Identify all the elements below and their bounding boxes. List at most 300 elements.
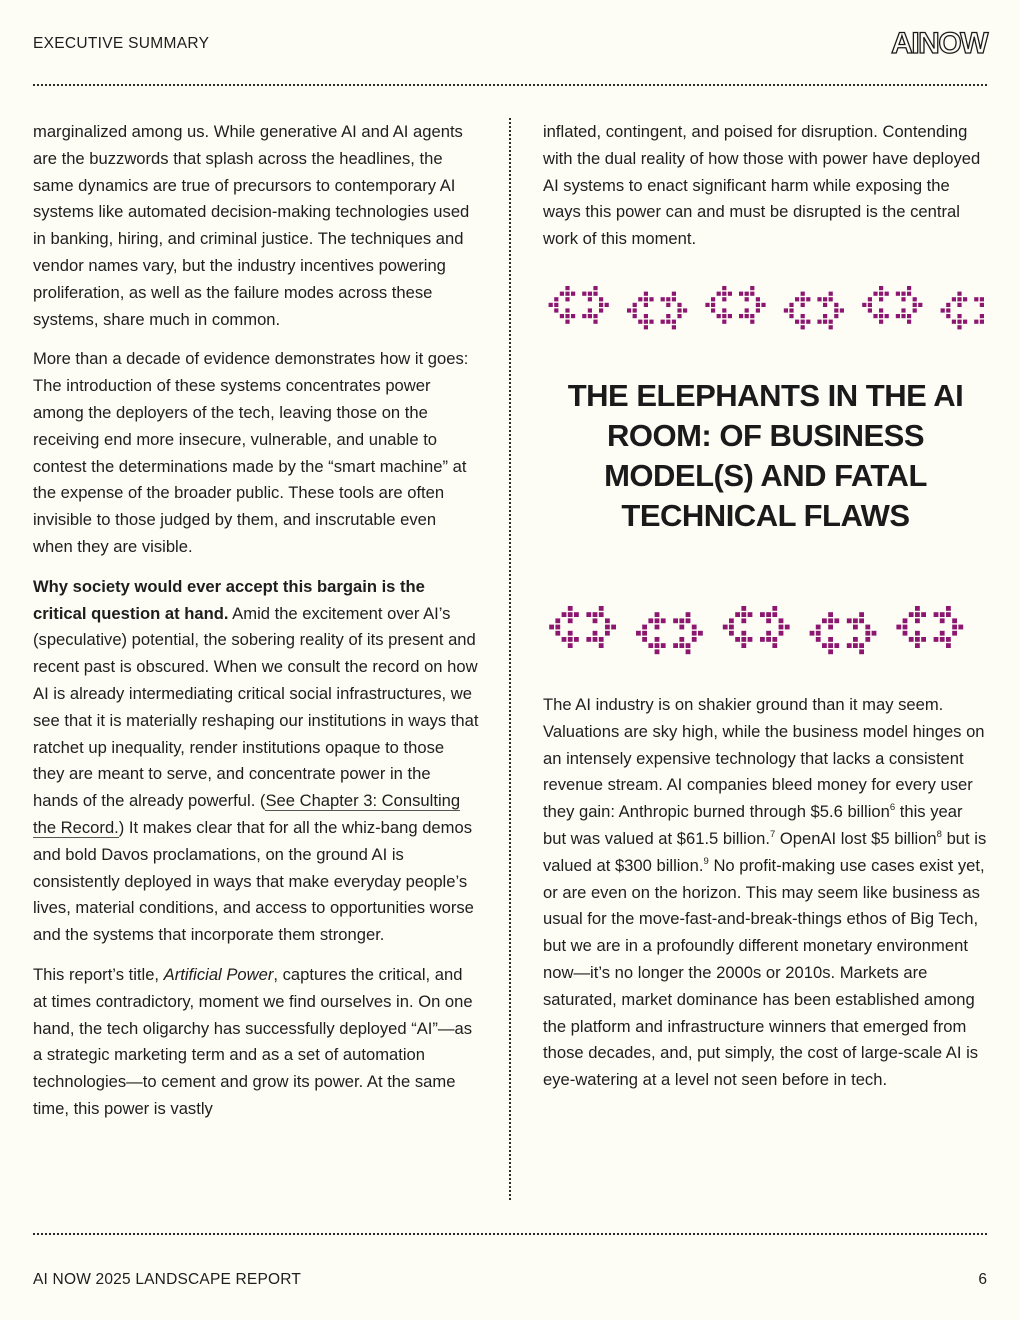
- pattern-pixel: [568, 612, 573, 617]
- pattern-pixel: [834, 303, 838, 307]
- pattern-pixel: [952, 297, 956, 301]
- pattern-pixel: [909, 612, 914, 617]
- bold-lead: Why society would ever accept this bargain is the critical question at hand.: [33, 576, 425, 623]
- pattern-pixel: [599, 612, 604, 617]
- pattern-pixel: [574, 612, 579, 617]
- pattern-pixel: [952, 320, 956, 324]
- footnote-ref[interactable]: 9: [703, 855, 709, 867]
- pattern-pixel: [816, 631, 821, 636]
- paragraph: marginalized among us. While generative AI and AI agents are the buzzwords that splash across the headlines, the same dynamics are true of precursors to contemporary AI systems like automated decision-making technologies used in banking, hiring, and criminal justice. The techniques and vendor names vary, but the industry incentives powering proliferation, as well as the failure modes across these systems, share much in common.: [33, 122, 470, 329]
- pattern-pixel: [756, 297, 760, 301]
- pattern-pixel: [633, 314, 637, 318]
- pattern-pixel: [789, 308, 793, 312]
- pattern-pixel: [853, 618, 858, 623]
- pattern-pixel: [568, 606, 573, 611]
- pattern-pixel: [934, 637, 939, 642]
- pattern-pixel: [636, 631, 641, 636]
- pattern-pixel: [686, 612, 691, 617]
- pattern-pixel: [711, 297, 715, 301]
- footnote-ref[interactable]: 7: [769, 828, 776, 840]
- pattern-pixel: [980, 320, 984, 324]
- pattern-pixel: [686, 643, 691, 648]
- pattern-pixel: [649, 320, 653, 324]
- paragraph: The AI industry is on shakier ground than it may seem. Valuations are sky high, while the business model hinges on an intensely expensive technology that lacks a consistent revenue stream. AI companies bleed money for every user they gain: Anthropic burned through $5.6 billion$^6$ this year but was valued at $61.5 billion.$^7$ OpenAI lost $5 billion$^8$ but is valued at $300 billion.$^9$ No profit-making use cases exist yet, or are even on the horizon. This may seem like business as usual for the move-fast-and-break-things ethos of Big Tech, but we are in a profoundly different monetary environment now—it’s no longer the 2000s or 2010s. Markets are saturated, market dominance has been established among the platform and infrastructure winners that emerged from those decades, and, put simply, the cost of large-scale AI is eye-watering at a level not seen before in tech.: [543, 695, 987, 1090]
- pattern-pixel: [655, 612, 660, 617]
- pattern-pixel: [915, 612, 920, 617]
- pattern-pixel: [633, 303, 637, 307]
- pattern-pixel: [853, 643, 858, 648]
- pattern-pixel: [554, 297, 558, 301]
- pattern-pixel: [571, 292, 575, 296]
- pattern-pixel: [739, 314, 743, 318]
- pattern-pixel: [801, 314, 805, 318]
- pattern-pixel: [801, 292, 805, 296]
- pattern-pixel: [679, 625, 684, 630]
- pattern-pixel: [741, 606, 746, 611]
- pattern-pixel: [582, 314, 586, 318]
- right-column-top: [543, 119, 989, 266]
- pattern-pixel: [642, 637, 647, 642]
- pattern-pixel: [795, 320, 799, 324]
- pattern-pixel: [692, 625, 697, 630]
- pattern-pixel: [672, 297, 676, 301]
- pattern-pixel: [655, 637, 660, 642]
- pattern-pixel: [722, 320, 726, 324]
- pattern-pixel: [952, 631, 957, 636]
- pattern-pixel: [728, 292, 732, 296]
- pattern-pixel: [593, 292, 597, 296]
- pattern-pixel: [806, 297, 810, 301]
- pattern-pixel: [946, 606, 951, 611]
- pattern-pixel: [686, 618, 691, 623]
- pattern-pixel: [903, 618, 908, 623]
- pattern-pixel: [823, 314, 827, 318]
- pattern-pixel: [934, 612, 939, 617]
- pattern-pixel: [605, 618, 610, 623]
- pattern-pixel: [644, 303, 648, 307]
- pattern-pixel: [555, 631, 560, 636]
- pattern-pixel: [801, 303, 805, 307]
- pattern-pixel: [593, 637, 598, 642]
- pattern-pixel: [816, 625, 821, 630]
- pattern-pixel: [722, 292, 726, 296]
- pattern-pixel: [859, 649, 864, 654]
- pattern-pixel: [655, 649, 660, 654]
- pattern-pixel: [672, 320, 676, 324]
- pattern-pixel: [729, 625, 734, 630]
- pattern-pixel: [648, 618, 653, 623]
- pattern-pixel: [974, 297, 978, 301]
- pattern-pixel: [915, 637, 920, 642]
- pattern-pixel: [779, 618, 784, 623]
- pattern-pixel: [717, 314, 721, 318]
- pattern-pixel: [760, 612, 765, 617]
- pattern-pixel: [896, 314, 900, 318]
- pattern-pixel: [679, 637, 684, 642]
- pattern-pixel: [766, 637, 771, 642]
- pattern-pixel: [907, 320, 911, 324]
- pattern-pixel: [722, 314, 726, 318]
- pattern-pixel: [766, 618, 771, 623]
- pattern-pixel: [879, 308, 883, 312]
- pattern-pixel: [560, 292, 564, 296]
- pattern-pixel: [605, 631, 610, 636]
- pattern-pixel: [611, 625, 616, 630]
- pattern-pixel: [779, 625, 784, 630]
- pattern-pixel: [666, 314, 670, 318]
- pattern-pixel: [840, 308, 844, 312]
- pattern-pixel: [980, 303, 984, 307]
- pattern-pixel: [879, 297, 883, 301]
- pattern-pixel: [661, 643, 666, 648]
- pattern-pixel: [735, 637, 740, 642]
- pattern-pixel: [739, 292, 743, 296]
- pattern-pixel: [817, 297, 821, 301]
- pattern-pixel: [599, 308, 603, 312]
- pattern-pixel: [974, 320, 978, 324]
- pattern-pixel: [741, 612, 746, 617]
- pattern-pixel: [772, 612, 777, 617]
- pattern-pixel: [779, 631, 784, 636]
- pattern-pixel: [562, 612, 567, 617]
- pattern-pixel: [745, 308, 749, 312]
- pattern-pixel: [817, 320, 821, 324]
- pattern-pixel: [722, 286, 726, 290]
- pattern-pixel: [879, 286, 883, 290]
- pattern-pixel: [655, 643, 660, 648]
- pattern-pixel: [672, 325, 676, 329]
- pattern-pixel: [593, 612, 598, 617]
- pattern-pixel: [909, 637, 914, 642]
- pattern-pixel: [957, 303, 961, 307]
- pattern-pixel: [672, 292, 676, 296]
- pattern-pixel: [946, 303, 950, 307]
- pattern-pixel: [722, 308, 726, 312]
- pattern-pixel: [828, 649, 833, 654]
- pattern-pixel: [772, 643, 777, 648]
- pattern-pixel: [795, 297, 799, 301]
- pattern-pixel: [940, 637, 945, 642]
- pattern-pixel: [921, 612, 926, 617]
- pattern-pixel: [711, 303, 715, 307]
- pattern-pixel: [554, 308, 558, 312]
- pattern-pixel: [963, 297, 967, 301]
- pattern-pixel: [772, 606, 777, 611]
- pattern-pixel: [766, 631, 771, 636]
- pattern-pixel: [644, 292, 648, 296]
- pattern-pixel: [679, 643, 684, 648]
- pattern-pixel: [554, 303, 558, 307]
- pattern-pixel: [745, 314, 749, 318]
- header-section-label: EXECUTIVE SUMMARY: [33, 35, 210, 52]
- pattern-pixel: [745, 297, 749, 301]
- pattern-pixel: [599, 297, 603, 301]
- pattern-pixel: [655, 618, 660, 623]
- pattern-pixel: [741, 631, 746, 636]
- pattern-pixel: [957, 314, 961, 318]
- pattern-pixel: [865, 631, 870, 636]
- pattern-pixel: [847, 618, 852, 623]
- pattern-pixel: [823, 297, 827, 301]
- pattern-pixel: [784, 308, 788, 312]
- pattern-pixel: [638, 320, 642, 324]
- pattern-pixel: [586, 637, 591, 642]
- pattern-pixel: [588, 314, 592, 318]
- pattern-pixel: [677, 314, 681, 318]
- pattern-pixel: [735, 612, 740, 617]
- pattern-pixel: [913, 303, 917, 307]
- pattern-pixel: [946, 308, 950, 312]
- pattern-pixel: [862, 303, 866, 307]
- pattern-pixel: [655, 625, 660, 630]
- pattern-pixel: [940, 631, 945, 636]
- pattern-pixel: [605, 625, 610, 630]
- pattern-pixel: [913, 308, 917, 312]
- pattern-pixel: [549, 625, 554, 630]
- pattern-pixel: [748, 612, 753, 617]
- pattern-pixel: [586, 612, 591, 617]
- pattern-pixel: [661, 618, 666, 623]
- pattern-pixel: [957, 320, 961, 324]
- pattern-pixel: [789, 303, 793, 307]
- pattern-pixel: [828, 625, 833, 630]
- pattern-pixel: [885, 292, 889, 296]
- pattern-pixel: [828, 618, 833, 623]
- pattern-pixel: [568, 618, 573, 623]
- pattern-pixel: [903, 625, 908, 630]
- pattern-pixel: [957, 325, 961, 329]
- pattern-pixel: [593, 286, 597, 290]
- paragraph: More than a decade of evidence demonstrates how it goes: The introduction of these systems concentrates power among the deployers of the tech, leaving those on the receiving end more insecure, vulnerable, and unable to contest the determinations made by the “smart machine” at the expense of the broader public. These tools are often invisible to those judged by them, and inscrutable even when they are visible.: [33, 349, 469, 556]
- pattern-pixel: [873, 292, 877, 296]
- pattern-pixel: [853, 625, 858, 630]
- pattern-pixel: [872, 631, 877, 636]
- pattern-pixel: [741, 637, 746, 642]
- pattern-pixel: [980, 314, 984, 318]
- pattern-pixel: [574, 637, 579, 642]
- pattern-pixel: [565, 292, 569, 296]
- report-title: Artificial Power: [163, 964, 274, 984]
- pattern-pixel: [801, 325, 805, 329]
- pattern-pixel: [588, 308, 592, 312]
- pattern-pixel: [642, 631, 647, 636]
- pattern-pixel: [748, 637, 753, 642]
- pattern-pixel: [873, 314, 877, 318]
- pattern-pixel: [859, 612, 864, 617]
- pixel-pattern-bottom: [543, 606, 989, 660]
- pattern-pixel: [865, 625, 870, 630]
- pattern-pixel: [644, 325, 648, 329]
- pattern-pixel: [605, 303, 609, 307]
- pattern-pixel: [822, 643, 827, 648]
- pattern-pixel: [565, 286, 569, 290]
- pattern-pixel: [588, 292, 592, 296]
- pattern-pixel: [957, 292, 961, 296]
- pattern-pixel: [750, 314, 754, 318]
- pattern-pixel: [599, 637, 604, 642]
- pattern-pixel: [915, 643, 920, 648]
- pattern-pixel: [859, 618, 864, 623]
- pattern-pixel: [828, 637, 833, 642]
- pattern-pixel: [728, 314, 732, 318]
- pattern-pixel: [952, 625, 957, 630]
- pattern-pixel: [565, 297, 569, 301]
- pattern-pixel: [896, 292, 900, 296]
- pattern-pixel: [801, 297, 805, 301]
- pattern-pixel: [644, 297, 648, 301]
- pattern-pixel: [901, 308, 905, 312]
- pattern-pixel: [865, 637, 870, 642]
- pattern-pixel: [879, 320, 883, 324]
- pattern-pixel: [829, 320, 833, 324]
- pattern-pixel: [915, 606, 920, 611]
- pattern-pixel: [717, 292, 721, 296]
- pattern-pixel: [868, 297, 872, 301]
- pattern-pixel: [673, 643, 678, 648]
- pattern-pixel: [568, 631, 573, 636]
- pattern-pixel: [801, 320, 805, 324]
- pattern-pixel: [901, 314, 905, 318]
- pattern-pixel: [599, 643, 604, 648]
- pattern-pixel: [963, 320, 967, 324]
- pattern-pixel: [946, 314, 950, 318]
- pattern-pixel: [565, 320, 569, 324]
- pattern-pixel: [750, 286, 754, 290]
- pattern-pixel: [853, 637, 858, 642]
- pattern-pixel: [907, 292, 911, 296]
- pattern-pixel: [593, 618, 598, 623]
- pattern-pixel: [946, 643, 951, 648]
- pattern-pixel: [562, 637, 567, 642]
- pattern-pixel: [806, 320, 810, 324]
- pattern-pixel: [729, 618, 734, 623]
- pattern-pixel: [677, 303, 681, 307]
- pattern-pixel: [745, 292, 749, 296]
- pattern-pixel: [829, 292, 833, 296]
- pattern-pixel: [666, 320, 670, 324]
- pattern-pixel: [756, 308, 760, 312]
- pattern-pixel: [829, 297, 833, 301]
- pattern-pixel: [649, 297, 653, 301]
- chapter-3-link[interactable]: See Chapter 3: Consulting the Record.: [33, 791, 461, 837]
- pattern-pixel: [941, 308, 945, 312]
- pattern-pixel: [698, 631, 703, 636]
- pixel-pattern-top: [543, 286, 989, 330]
- pattern-pixel: [772, 637, 777, 642]
- page-number: 6: [978, 1271, 987, 1288]
- pattern-pixel: [834, 618, 839, 623]
- pattern-pixel: [568, 637, 573, 642]
- pattern-pixel: [686, 649, 691, 654]
- pattern-pixel: [661, 320, 665, 324]
- pattern-pixel: [633, 308, 637, 312]
- pattern-pixel: [692, 631, 697, 636]
- pattern-pixel: [705, 303, 709, 307]
- pattern-pixel: [565, 308, 569, 312]
- pattern-pixel: [785, 625, 790, 630]
- pattern-pixel: [859, 643, 864, 648]
- pattern-pixel: [789, 314, 793, 318]
- pattern-pixel: [913, 297, 917, 301]
- pattern-pixel: [648, 643, 653, 648]
- pattern-pixel: [766, 612, 771, 617]
- pattern-pixel: [834, 643, 839, 648]
- pattern-pixel: [957, 297, 961, 301]
- pattern-pixel: [722, 297, 726, 301]
- pattern-pixel: [828, 643, 833, 648]
- pattern-pixel: [907, 314, 911, 318]
- pattern-pixel: [741, 643, 746, 648]
- pattern-pixel: [868, 303, 872, 307]
- footer-report-label: AI NOW 2025 LANDSCAPE REPORT: [33, 1271, 302, 1288]
- pattern-pixel: [946, 612, 951, 617]
- paragraph: Why society would ever accept this bargain is the critical question at hand. Amid the excitement over AI’s (speculative) potential, the sobering reality of its present and recent past is obscured. When we consult the record on how AI is already intermediating critical social infrastructures, we see that it is materially reshaping our institutions in ways that ratchet up inequality, render institutions opaque to those they are meant to serve, and concentrate power in the hands of the already powerful. (See Chapter 3: Consulting the Record.) It makes clear that for all the whiz-bang demos and bold Davos proclamations, on the ground AI is consistently deployed in ways that make everyday people’s lives, material conditions, and access to opportunities worse and the systems that incorporate them stronger.: [33, 576, 479, 945]
- footnote-ref[interactable]: 6: [889, 802, 896, 814]
- pattern-pixel: [980, 297, 984, 301]
- pattern-pixel: [756, 303, 760, 307]
- pattern-pixel: [834, 308, 838, 312]
- pattern-pixel: [741, 618, 746, 623]
- pattern-pixel: [760, 637, 765, 642]
- pattern-pixel: [555, 618, 560, 623]
- pattern-pixel: [907, 286, 911, 290]
- pattern-pixel: [593, 631, 598, 636]
- pattern-pixel: [549, 303, 553, 307]
- pattern-pixel: [868, 308, 872, 312]
- pattern-pixel: [593, 320, 597, 324]
- pattern-pixel: [661, 297, 665, 301]
- pattern-pixel: [723, 625, 728, 630]
- pattern-pixel: [679, 618, 684, 623]
- right-column-bottom: [543, 692, 989, 1107]
- pattern-pixel: [593, 314, 597, 318]
- pattern-pixel: [571, 314, 575, 318]
- pattern-pixel: [644, 314, 648, 318]
- pattern-pixel: [750, 292, 754, 296]
- pattern-pixel: [816, 637, 821, 642]
- pattern-pixel: [901, 292, 905, 296]
- pattern-pixel: [952, 618, 957, 623]
- pattern-pixel: [829, 325, 833, 329]
- pattern-pixel: [822, 618, 827, 623]
- top-divider: [33, 84, 987, 86]
- pattern-pixel: [666, 303, 670, 307]
- pattern-pixel: [940, 612, 945, 617]
- pattern-pixel: [940, 618, 945, 623]
- pattern-pixel: [823, 320, 827, 324]
- pattern-pixel: [599, 303, 603, 307]
- pattern-pixel: [568, 643, 573, 648]
- pattern-pixel: [921, 637, 926, 642]
- pattern-pixel: [642, 625, 647, 630]
- pattern-pixel: [692, 637, 697, 642]
- pattern-pixel: [555, 625, 560, 630]
- pattern-pixel: [879, 292, 883, 296]
- pattern-pixel: [666, 297, 670, 301]
- pattern-pixel: [885, 314, 889, 318]
- pattern-pixel: [879, 314, 883, 318]
- pattern-pixel: [946, 637, 951, 642]
- pattern-pixel: [565, 314, 569, 318]
- pattern-pixel: [834, 314, 838, 318]
- bottom-divider: [33, 1233, 987, 1235]
- column-divider: [509, 118, 511, 1200]
- pattern-pixel: [901, 297, 905, 301]
- pattern-pixel: [560, 314, 564, 318]
- pattern-pixel: [627, 308, 631, 312]
- pattern-pixel: [711, 308, 715, 312]
- footnote-ref[interactable]: 8: [936, 828, 942, 840]
